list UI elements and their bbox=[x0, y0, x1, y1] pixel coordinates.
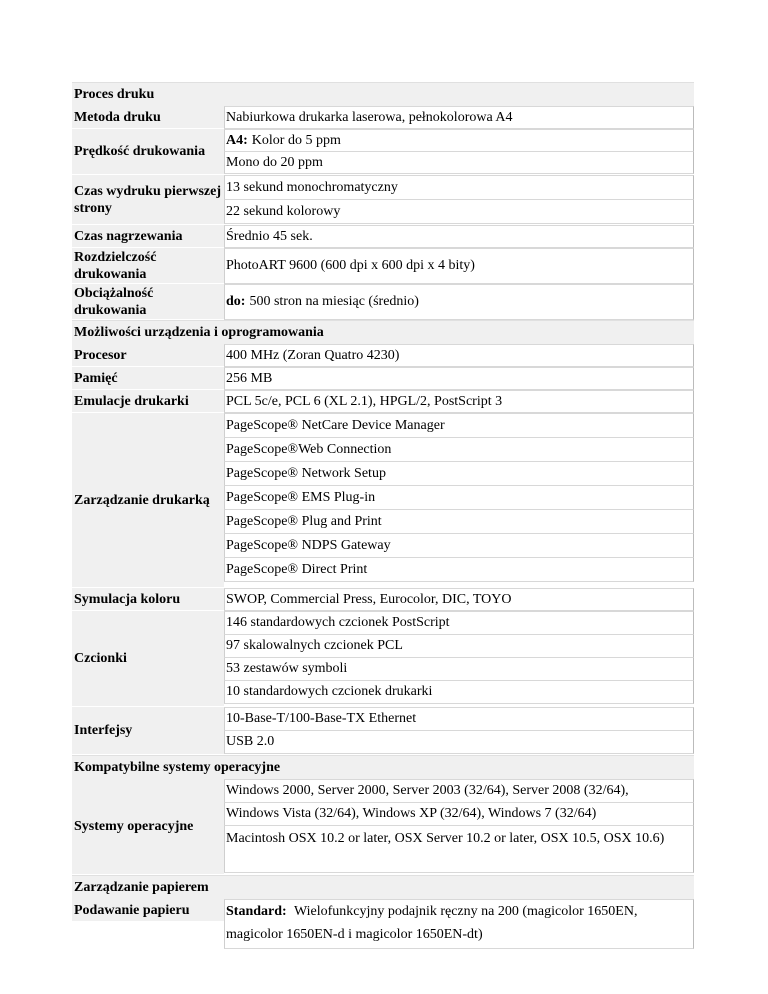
row-label: Emulacje drukarki bbox=[72, 390, 224, 413]
row-label: Prędkość drukowania bbox=[72, 129, 224, 175]
row-label: Pamięć bbox=[72, 367, 224, 390]
row-label: Czas wydruku pierwszej strony bbox=[72, 175, 224, 225]
value-text: 500 stron na miesiąc (średnio) bbox=[249, 294, 419, 309]
row-value: USB 2.0 bbox=[224, 730, 694, 754]
row-label: Podawanie papieru bbox=[72, 899, 224, 922]
row-value: PageScope® Direct Print bbox=[224, 557, 694, 582]
row-value: PageScope® NetCare Device Manager bbox=[224, 413, 694, 438]
row-interfejsy bbox=[72, 707, 694, 755]
row-predkosc-drukowania bbox=[72, 129, 694, 175]
row-value: Średnio 45 sek. bbox=[224, 225, 694, 248]
row-emulacje bbox=[72, 390, 694, 413]
row-value: Macintosh OSX 10.2 or later, OSX Server 10.2 or later, OSX 10.5, OSX 10.6) bbox=[224, 825, 694, 873]
row-value: Windows 2000, Server 2000, Server 2003 (32/64), Server 2008 (32/64), bbox=[224, 779, 694, 803]
row-label: Rozdzielczość drukowania bbox=[72, 248, 224, 284]
row-value: 10-Base-T/100-Base-TX Ethernet bbox=[224, 707, 694, 731]
row-zarzadzanie-drukarka bbox=[72, 413, 694, 588]
row-value: Nabiurkowa drukarka laserowa, pełnokolorowa A4 bbox=[224, 106, 694, 129]
row-label: Interfejsy bbox=[72, 707, 224, 755]
section-header-mozliwosci: Możliwości urządzenia i oprogramowania bbox=[72, 320, 694, 344]
row-label: Procesor bbox=[72, 344, 224, 367]
row-value: 400 MHz (Zoran Quatro 4230) bbox=[224, 344, 694, 367]
row-czcionki bbox=[72, 611, 694, 707]
row-label: Metoda druku bbox=[72, 106, 224, 129]
row-metoda-druku bbox=[72, 106, 694, 129]
row-symulacja-koloru bbox=[72, 588, 694, 611]
row-pamiec bbox=[72, 367, 694, 390]
value-text: Kolor do 5 ppm bbox=[251, 132, 341, 148]
row-label: Zarządzanie drukarką bbox=[72, 413, 224, 588]
spec-table bbox=[72, 82, 694, 948]
row-value: 13 sekund monochromatyczny bbox=[224, 175, 694, 200]
row-value: 22 sekund kolorowy bbox=[224, 199, 694, 224]
row-value: SWOP, Commercial Press, Eurocolor, DIC, TOYO bbox=[224, 588, 694, 611]
row-label: Czcionki bbox=[72, 611, 224, 707]
row-value bbox=[224, 284, 694, 320]
row-value: PageScope® EMS Plug-in bbox=[224, 485, 694, 510]
row-value bbox=[224, 899, 694, 949]
section-header-proces-druku: Proces druku bbox=[72, 82, 694, 106]
row-value: 53 zestawów symboli bbox=[224, 657, 694, 681]
value-prefix: Standard: bbox=[226, 904, 287, 919]
row-value: Mono do 20 ppm bbox=[224, 151, 694, 174]
row-value: 97 skalowalnych czcionek PCL bbox=[224, 634, 694, 658]
row-label: Symulacja koloru bbox=[72, 588, 224, 611]
row-value: PageScope®Web Connection bbox=[224, 437, 694, 462]
row-value: PageScope® NDPS Gateway bbox=[224, 533, 694, 558]
section-header-papier: Zarządzanie papierem bbox=[72, 875, 694, 899]
value-prefix: do: bbox=[226, 294, 246, 309]
row-procesor bbox=[72, 344, 694, 367]
row-value: PCL 5c/e, PCL 6 (XL 2.1), HPGL/2, PostScript 3 bbox=[224, 390, 694, 413]
row-label: Czas nagrzewania bbox=[72, 225, 224, 248]
row-value: PhotoART 9600 (600 dpi x 600 dpi x 4 bity) bbox=[224, 248, 694, 284]
row-value: 256 MB bbox=[224, 367, 694, 390]
row-label: Obciążalność drukowania bbox=[72, 284, 224, 320]
row-value bbox=[224, 129, 694, 152]
row-czas-wydruku bbox=[72, 175, 694, 225]
row-value: PageScope® Plug and Print bbox=[224, 509, 694, 534]
row-value: Windows Vista (32/64), Windows XP (32/64), Windows 7 (32/64) bbox=[224, 802, 694, 826]
row-value: 146 standardowych czcionek PostScript bbox=[224, 611, 694, 635]
row-czas-nagrzewania bbox=[72, 225, 694, 248]
row-label: Systemy operacyjne bbox=[72, 779, 224, 875]
row-value: 10 standardowych czcionek drukarki bbox=[224, 680, 694, 704]
section-header-kompatybilne: Kompatybilne systemy operacyjne bbox=[72, 755, 694, 779]
row-podawanie-papieru bbox=[72, 899, 694, 948]
row-obciazalnosc bbox=[72, 284, 694, 320]
value-prefix: A4: bbox=[226, 132, 248, 148]
row-rozdzielczosc bbox=[72, 248, 694, 284]
row-value: PageScope® Network Setup bbox=[224, 461, 694, 486]
row-systemy-operacyjne bbox=[72, 779, 694, 875]
value-text: Wielofunkcyjny podajnik ręczny na 200 (magicolor 1650EN, magicolor 1650EN-d i magicolor 1650EN-dt) bbox=[226, 904, 638, 942]
